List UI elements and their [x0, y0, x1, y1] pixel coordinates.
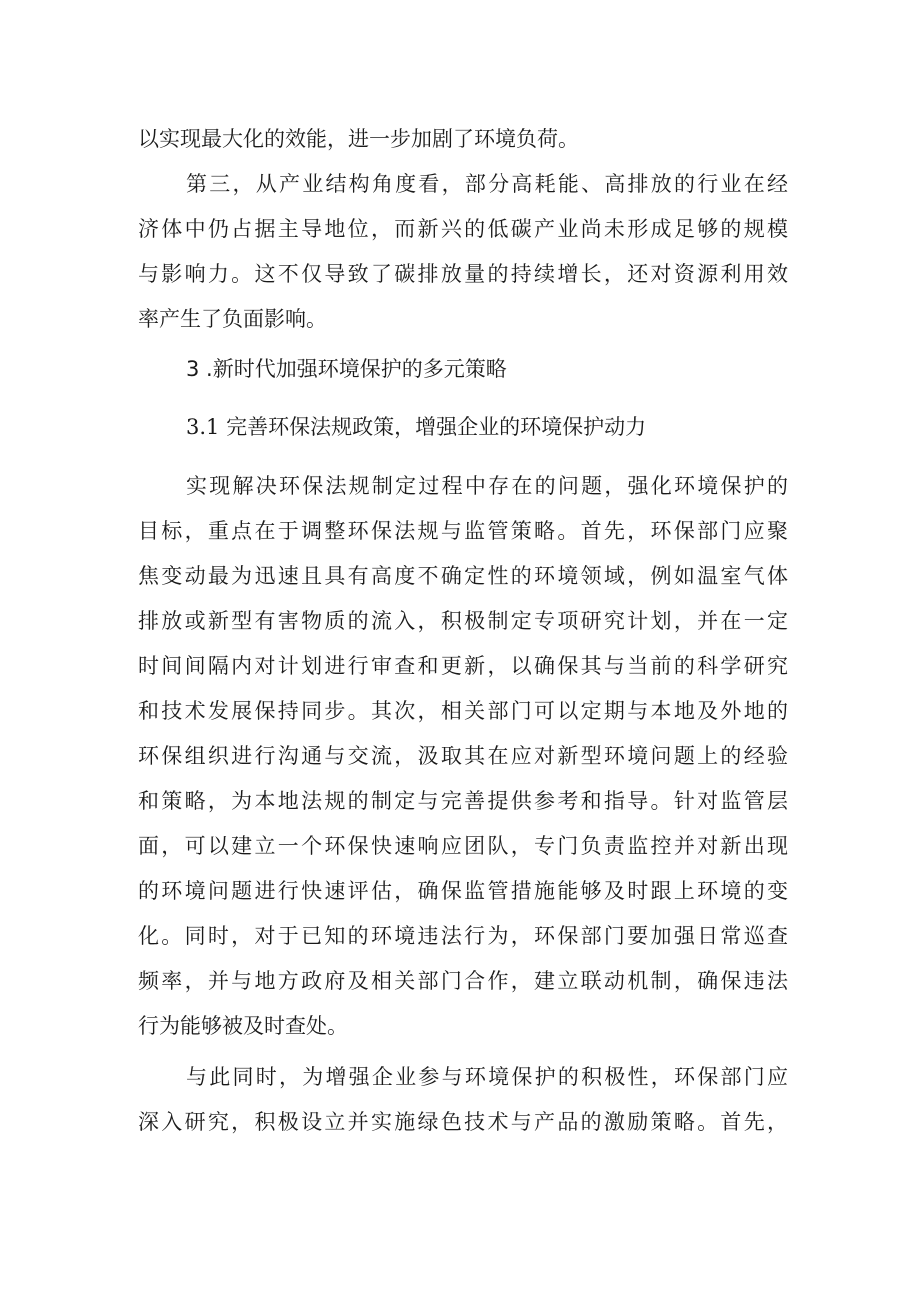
paragraph-line: 深入研究，积极设立并实施绿色技术与产品的激励策略。首先， — [138, 1110, 788, 1134]
paragraph-line: 行为能够被及时查处。 — [138, 1014, 348, 1038]
paragraph-line: 焦变动最为迅速且具有高度不确定性的环境领域，例如温室气体 — [138, 564, 788, 588]
paragraph-line: 率产生了负面影响。 — [138, 307, 327, 331]
section-heading: 3 .新时代加强环境保护的多元策略 — [186, 357, 507, 381]
paragraph-line: 目标，重点在于调整环保法规与监管策略。首先，环保部门应聚 — [138, 519, 788, 543]
paragraph-line: 的环境问题进行快速评估，确保监管措施能够及时跟上环境的变 — [138, 879, 788, 903]
paragraph-line: 实现解决环保法规制定过程中存在的问题，强化环境保护的 — [186, 474, 788, 498]
paragraph-line: 与此同时，为增强企业参与环境保护的积极性，环保部门应 — [186, 1065, 788, 1089]
paragraph-line: 第三，从产业结构角度看，部分高耗能、高排放的行业在经 — [186, 172, 788, 196]
paragraph-line: 排放或新型有害物质的流入，积极制定专项研究计划，并在一定 — [138, 609, 788, 633]
paragraph-line: 频率，并与地方政府及相关部门合作，建立联动机制，确保违法 — [138, 969, 788, 993]
paragraph-line: 环保组织进行沟通与交流，汲取其在应对新型环境问题上的经验 — [138, 744, 788, 768]
paragraph-line: 和策略，为本地法规的制定与完善提供参考和指导。针对监管层 — [138, 789, 788, 813]
paragraph-line: 面，可以建立一个环保快速响应团队，专门负责监控并对新出现 — [138, 834, 788, 858]
paragraph-line: 化。同时，对于已知的环境违法行为，环保部门要加强日常巡查 — [138, 924, 788, 948]
paragraph-line: 济体中仍占据主导地位，而新兴的低碳产业尚未形成足够的规模 — [138, 217, 788, 241]
paragraph-line: 与影响力。这不仅导致了碳排放量的持续增长，还对资源利用效 — [138, 262, 788, 286]
paragraph-line: 以实现最大化的效能，进一步加剧了环境负荷。 — [138, 127, 579, 151]
paragraph-line: 时间间隔内对计划进行审查和更新，以确保其与当前的科学研究 — [138, 654, 788, 678]
subsection-heading: 3.1 完善环保法规政策，增强企业的环境保护动力 — [186, 415, 647, 439]
paragraph-line: 和技术发展保持同步。其次，相关部门可以定期与本地及外地的 — [138, 699, 788, 723]
